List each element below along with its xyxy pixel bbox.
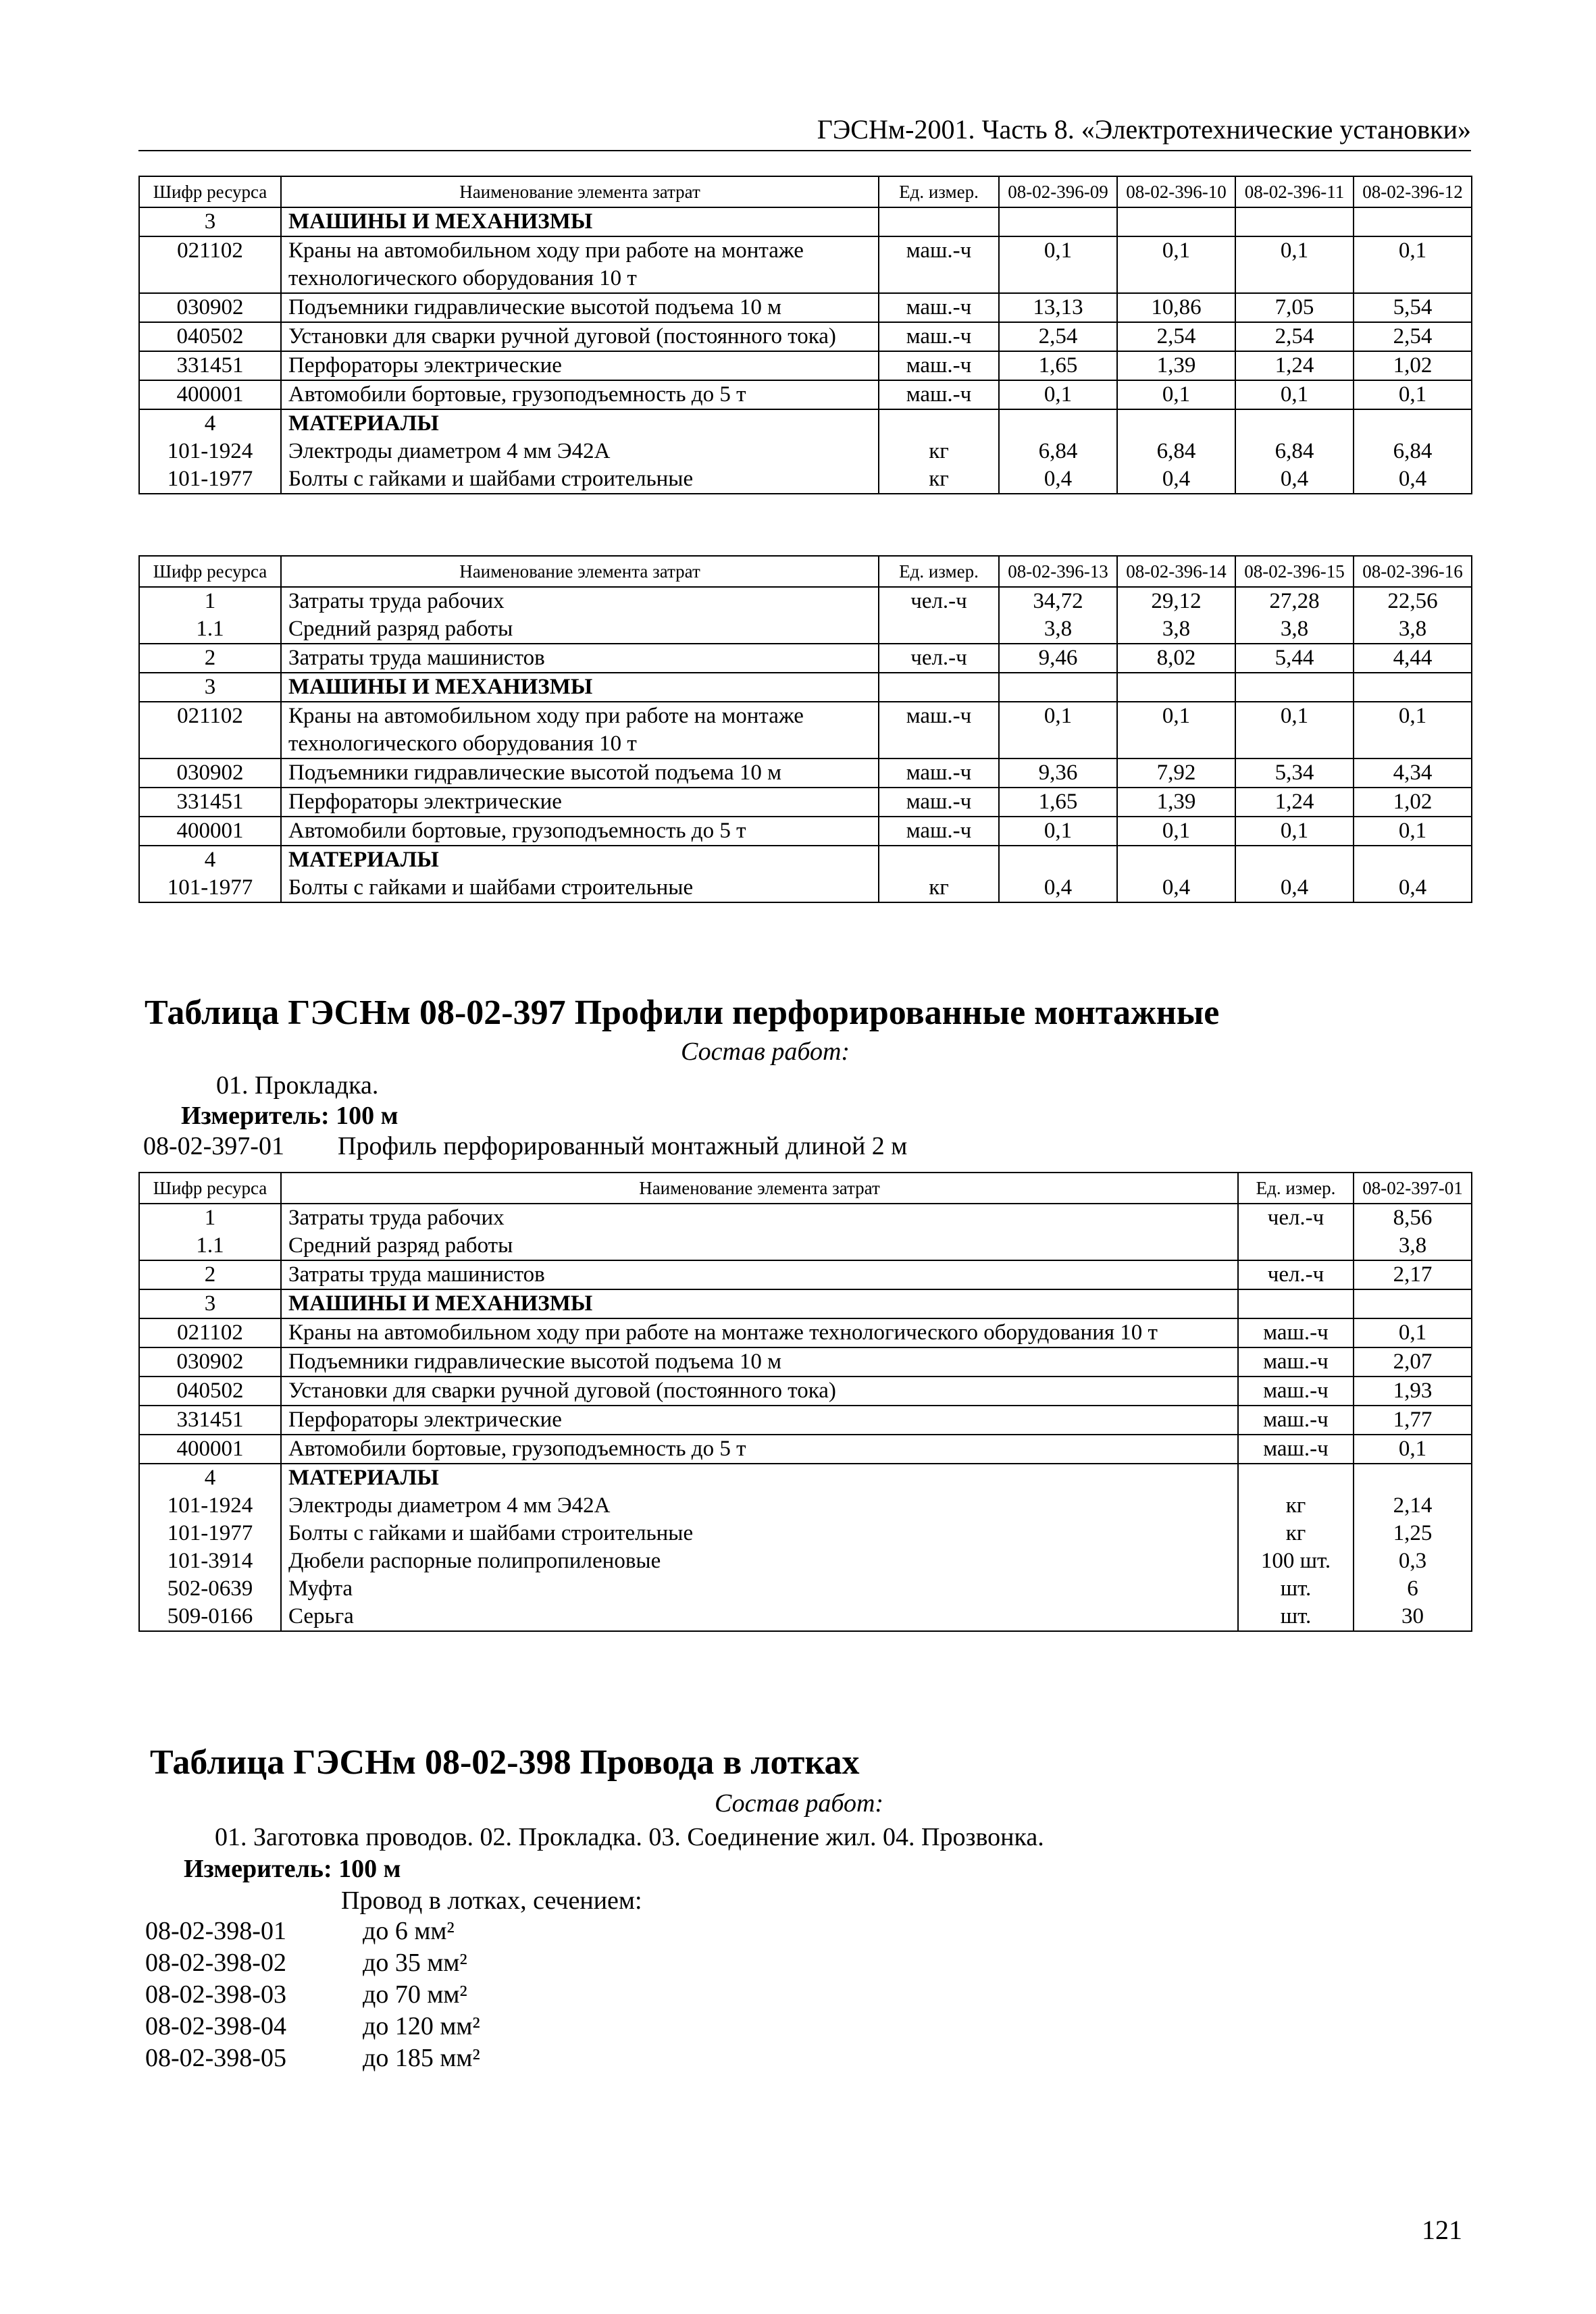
norm-value: 1,02 <box>1354 788 1472 817</box>
table-row <box>139 615 1472 644</box>
norm-value: 5,54 <box>1354 293 1472 322</box>
col-header-norm: 08-02-396-13 <box>999 556 1117 587</box>
resource-code: 101-1977 <box>139 465 281 494</box>
resource-code: 400001 <box>139 1435 281 1464</box>
table-row <box>139 1406 1472 1435</box>
norm-value: 0,1 <box>999 817 1117 846</box>
table-row <box>139 438 1472 465</box>
resource-table-396-13-16 <box>138 555 1472 903</box>
cost-element-name: Электроды диаметром 4 мм Э42А <box>281 438 879 465</box>
resource-code: 030902 <box>139 293 281 322</box>
resource-table-397 <box>138 1172 1472 1632</box>
cost-element-name: Серьга <box>281 1603 1238 1631</box>
norm-value: 9,36 <box>999 759 1117 788</box>
unit: маш.-ч <box>1238 1435 1354 1464</box>
norm-value: 1,24 <box>1235 351 1354 380</box>
norm-value: 0,1 <box>1354 236 1472 293</box>
unit: кг <box>879 874 999 902</box>
norm-value: 2,54 <box>1354 322 1472 351</box>
unit: кг <box>1238 1492 1354 1520</box>
resource-code: 1.1 <box>139 615 281 644</box>
cost-element-name: Перфораторы электрические <box>281 788 879 817</box>
resource-code: 2 <box>139 644 281 673</box>
norm-value: 1,65 <box>999 351 1117 380</box>
unit: маш.-ч <box>879 351 999 380</box>
table-row <box>139 322 1472 351</box>
item-text: до 70 мм² <box>363 1980 467 2009</box>
cost-element-name: Затраты труда рабочих <box>281 587 879 615</box>
col-header-unit: Ед. измер. <box>879 556 999 587</box>
table-row <box>139 644 1472 673</box>
cost-element-name: Подъемники гидравлические высотой подъема 10 м <box>281 293 879 322</box>
norm-value: 6,84 <box>1354 438 1472 465</box>
table-397-meter: Измеритель: 100 м <box>181 1102 398 1130</box>
resource-code: 040502 <box>139 1377 281 1406</box>
norm-value: 7,92 <box>1117 759 1235 788</box>
table-397-item-code: 08-02-397-01 <box>143 1132 284 1160</box>
resource-code: 4 <box>139 409 281 438</box>
norm-value: 10,86 <box>1117 293 1235 322</box>
resource-code: 101-1924 <box>139 1492 281 1520</box>
table-397-title: Таблица ГЭСНм 08-02-397 Профили перфорированные монтажные <box>145 994 1220 1032</box>
col-header-code: Шифр ресурса <box>139 556 281 587</box>
table-row <box>139 673 1472 702</box>
unit <box>1238 1464 1354 1492</box>
unit: маш.-ч <box>879 702 999 759</box>
unit: маш.-ч <box>879 236 999 293</box>
resource-code: 400001 <box>139 380 281 409</box>
resource-code: 030902 <box>139 1347 281 1377</box>
norm-value: 34,72 <box>999 587 1117 615</box>
norm-value: 3,8 <box>1354 615 1472 644</box>
norm-value: 0,4 <box>1354 465 1472 494</box>
table-row <box>139 465 1472 494</box>
table-row <box>139 1492 1472 1520</box>
unit: 100 шт. <box>1238 1547 1354 1575</box>
norm-value: 0,4 <box>1117 874 1235 902</box>
norm-value: 0,1 <box>999 236 1117 293</box>
resource-code: 4 <box>139 846 281 874</box>
resource-code: 1 <box>139 1204 281 1232</box>
cost-element-name: Краны на автомобильном ходу при работе на монтаже технологического оборудования 10 т <box>281 702 879 759</box>
col-header-name: Наименование элемента затрат <box>281 176 879 207</box>
resource-code: 502-0639 <box>139 1575 281 1603</box>
norm-value: 2,17 <box>1354 1260 1472 1289</box>
cost-element-name: Перфораторы электрические <box>281 1406 1238 1435</box>
table-row <box>139 236 1472 293</box>
cost-element-name: МАШИНЫ И МЕХАНИЗМЫ <box>281 207 879 236</box>
table-row <box>139 788 1472 817</box>
table-398-composition-label: Состав работ: <box>715 1789 884 1818</box>
col-header-norm: 08-02-396-10 <box>1117 176 1235 207</box>
cost-element-name: Затраты труда машинистов <box>281 1260 1238 1289</box>
col-header-norm: 08-02-396-11 <box>1235 176 1354 207</box>
cost-element-name: Подъемники гидравлические высотой подъема 10 м <box>281 1347 1238 1377</box>
table-398-subtitle: Провод в лотках, сечением: <box>341 1886 642 1915</box>
resource-code: 3 <box>139 1289 281 1318</box>
item-code: 08-02-398-04 <box>145 2012 286 2040</box>
cost-element-name: Автомобили бортовые, грузоподъемность до 5 т <box>281 817 879 846</box>
resource-code: 3 <box>139 673 281 702</box>
table-row <box>139 1289 1472 1318</box>
unit: шт. <box>1238 1603 1354 1631</box>
norm-value: 6 <box>1354 1575 1472 1603</box>
unit: шт. <box>1238 1575 1354 1603</box>
norm-value <box>999 846 1117 874</box>
cost-element-name: Затраты труда рабочих <box>281 1204 1238 1232</box>
col-header-norm: 08-02-396-16 <box>1354 556 1472 587</box>
norm-value <box>1235 673 1354 702</box>
col-header-code: Шифр ресурса <box>139 1173 281 1204</box>
resource-code: 030902 <box>139 759 281 788</box>
cost-element-name: МАШИНЫ И МЕХАНИЗМЫ <box>281 1289 1238 1318</box>
norm-value: 3,8 <box>1235 615 1354 644</box>
item-code: 08-02-398-03 <box>145 1980 286 2009</box>
unit <box>879 207 999 236</box>
norm-value: 1,02 <box>1354 351 1472 380</box>
norm-value <box>999 207 1117 236</box>
unit: маш.-ч <box>1238 1347 1354 1377</box>
header-rule <box>138 150 1471 151</box>
cost-element-name: Средний разряд работы <box>281 615 879 644</box>
table-row <box>139 1232 1472 1260</box>
table-row <box>139 759 1472 788</box>
col-header-name: Наименование элемента затрат <box>281 556 879 587</box>
table-397-composition-label: Состав работ: <box>681 1037 850 1066</box>
norm-value: 0,1 <box>999 380 1117 409</box>
table-row <box>139 1318 1472 1347</box>
table-row <box>139 1435 1472 1464</box>
table-row <box>139 702 1472 759</box>
table-row <box>139 874 1472 902</box>
norm-value: 1,25 <box>1354 1520 1472 1547</box>
cost-element-name: Болты с гайками и шайбами строительные <box>281 874 879 902</box>
table-row <box>139 1204 1472 1232</box>
cost-element-name: Болты с гайками и шайбами строительные <box>281 1520 1238 1547</box>
table-row <box>139 846 1472 874</box>
table-row <box>139 207 1472 236</box>
norm-value <box>1117 409 1235 438</box>
norm-value: 1,77 <box>1354 1406 1472 1435</box>
unit: маш.-ч <box>1238 1406 1354 1435</box>
col-header-norm: 08-02-396-12 <box>1354 176 1472 207</box>
table-row <box>139 1575 1472 1603</box>
norm-value: 27,28 <box>1235 587 1354 615</box>
norm-value: 29,12 <box>1117 587 1235 615</box>
resource-code: 021102 <box>139 702 281 759</box>
norm-value <box>1354 207 1472 236</box>
norm-value: 3,8 <box>1117 615 1235 644</box>
norm-value: 0,1 <box>1235 236 1354 293</box>
table-row <box>139 1603 1472 1631</box>
norm-value <box>1354 846 1472 874</box>
norm-value: 0,1 <box>1117 236 1235 293</box>
unit: маш.-ч <box>879 817 999 846</box>
norm-value: 0,1 <box>1354 817 1472 846</box>
unit: чел.-ч <box>1238 1204 1354 1232</box>
cost-element-name: Затраты труда машинистов <box>281 644 879 673</box>
unit <box>879 409 999 438</box>
table-row <box>139 293 1472 322</box>
table-row <box>139 409 1472 438</box>
table-header-row <box>139 1173 1472 1204</box>
norm-value: 0,4 <box>1354 874 1472 902</box>
unit <box>1238 1232 1354 1260</box>
norm-value: 8,56 <box>1354 1204 1472 1232</box>
resource-code: 101-3914 <box>139 1547 281 1575</box>
norm-value: 4,44 <box>1354 644 1472 673</box>
norm-value: 0,1 <box>1354 1318 1472 1347</box>
norm-value: 2,54 <box>999 322 1117 351</box>
table-row <box>139 1520 1472 1547</box>
resource-code: 021102 <box>139 1318 281 1347</box>
norm-value: 1,24 <box>1235 788 1354 817</box>
unit: маш.-ч <box>1238 1318 1354 1347</box>
item-text: до 6 мм² <box>363 1917 455 1945</box>
norm-value <box>1354 1289 1472 1318</box>
norm-value <box>1354 409 1472 438</box>
table-row <box>139 351 1472 380</box>
resource-code: 331451 <box>139 788 281 817</box>
page-number: 121 <box>1422 2215 1462 2245</box>
norm-value: 1,93 <box>1354 1377 1472 1406</box>
norm-value: 30 <box>1354 1603 1472 1631</box>
cost-element-name: Болты с гайками и шайбами строительные <box>281 465 879 494</box>
norm-value <box>1354 1464 1472 1492</box>
col-header-code: Шифр ресурса <box>139 176 281 207</box>
resource-code: 3 <box>139 207 281 236</box>
table-header-row <box>139 176 1472 207</box>
unit: маш.-ч <box>879 293 999 322</box>
norm-value: 3,8 <box>1354 1232 1472 1260</box>
norm-value: 0,1 <box>1117 702 1235 759</box>
table-row <box>139 587 1472 615</box>
resource-code: 400001 <box>139 817 281 846</box>
norm-value: 9,46 <box>999 644 1117 673</box>
cost-element-name: МАТЕРИАЛЫ <box>281 409 879 438</box>
norm-value: 0,4 <box>1235 874 1354 902</box>
norm-value: 0,1 <box>1117 817 1235 846</box>
unit: чел.-ч <box>879 644 999 673</box>
resource-code: 040502 <box>139 322 281 351</box>
resource-code: 331451 <box>139 351 281 380</box>
item-code: 08-02-398-05 <box>145 2044 286 2072</box>
norm-value: 6,84 <box>1235 438 1354 465</box>
col-header-unit: Ед. измер. <box>1238 1173 1354 1204</box>
norm-value: 0,4 <box>999 874 1117 902</box>
cost-element-name: Краны на автомобильном ходу при работе на монтаже технологического оборудования 10 т <box>281 236 879 293</box>
resource-code: 101-1924 <box>139 438 281 465</box>
unit: маш.-ч <box>879 759 999 788</box>
unit: кг <box>879 465 999 494</box>
table-header-row <box>139 556 1472 587</box>
unit <box>879 615 999 644</box>
norm-value <box>1235 846 1354 874</box>
resource-table-396-09-12 <box>138 176 1472 494</box>
norm-value: 7,05 <box>1235 293 1354 322</box>
cost-element-name: МАТЕРИАЛЫ <box>281 846 879 874</box>
cost-element-name: Установки для сварки ручной дуговой (постоянного тока) <box>281 1377 1238 1406</box>
norm-value: 2,07 <box>1354 1347 1472 1377</box>
resource-code: 101-1977 <box>139 874 281 902</box>
table-398-title: Таблица ГЭСНм 08-02-398 Провода в лотках <box>150 1743 860 1782</box>
unit: маш.-ч <box>879 380 999 409</box>
cost-element-name: Краны на автомобильном ходу при работе на монтаже технологического оборудования 10 т <box>281 1318 1238 1347</box>
unit: чел.-ч <box>1238 1260 1354 1289</box>
cost-element-name: МАШИНЫ И МЕХАНИЗМЫ <box>281 673 879 702</box>
item-code: 08-02-398-01 <box>145 1917 286 1945</box>
norm-value: 8,02 <box>1117 644 1235 673</box>
norm-value <box>1117 673 1235 702</box>
norm-value <box>1354 673 1472 702</box>
cost-element-name: Установки для сварки ручной дуговой (постоянного тока) <box>281 322 879 351</box>
norm-value: 0,1 <box>1235 817 1354 846</box>
norm-value: 22,56 <box>1354 587 1472 615</box>
resource-code: 2 <box>139 1260 281 1289</box>
norm-value: 13,13 <box>999 293 1117 322</box>
norm-value <box>1235 207 1354 236</box>
unit: маш.-ч <box>879 788 999 817</box>
resource-code: 4 <box>139 1464 281 1492</box>
running-header: ГЭСНм-2001. Часть 8. «Электротехнические установки» <box>817 114 1471 145</box>
norm-value: 2,14 <box>1354 1492 1472 1520</box>
norm-value: 2,54 <box>1117 322 1235 351</box>
unit: чел.-ч <box>879 587 999 615</box>
item-text: до 185 мм² <box>363 2044 480 2072</box>
norm-value: 4,34 <box>1354 759 1472 788</box>
norm-value: 0,1 <box>999 702 1117 759</box>
table-row <box>139 1547 1472 1575</box>
cost-element-name: Перфораторы электрические <box>281 351 879 380</box>
table-row <box>139 817 1472 846</box>
norm-value: 2,54 <box>1235 322 1354 351</box>
norm-value <box>1235 409 1354 438</box>
unit: маш.-ч <box>1238 1377 1354 1406</box>
norm-value: 1,39 <box>1117 351 1235 380</box>
norm-value: 0,4 <box>1117 465 1235 494</box>
norm-value: 1,39 <box>1117 788 1235 817</box>
norm-value: 3,8 <box>999 615 1117 644</box>
norm-value: 0,4 <box>999 465 1117 494</box>
cost-element-name: Электроды диаметром 4 мм Э42А <box>281 1492 1238 1520</box>
unit: кг <box>879 438 999 465</box>
cost-element-name: МАТЕРИАЛЫ <box>281 1464 1238 1492</box>
norm-value: 0,1 <box>1354 380 1472 409</box>
unit <box>879 673 999 702</box>
col-header-name: Наименование элемента затрат <box>281 1173 1238 1204</box>
norm-value: 0,1 <box>1117 380 1235 409</box>
col-header-norm: 08-02-396-14 <box>1117 556 1235 587</box>
item-text: до 35 мм² <box>363 1949 467 1977</box>
norm-value <box>999 673 1117 702</box>
unit: кг <box>1238 1520 1354 1547</box>
norm-value: 0,1 <box>1354 1435 1472 1464</box>
norm-value: 1,65 <box>999 788 1117 817</box>
resource-code: 101-1977 <box>139 1520 281 1547</box>
table-row <box>139 380 1472 409</box>
norm-value: 0,3 <box>1354 1547 1472 1575</box>
table-397-work: 01. Прокладка. <box>216 1071 379 1100</box>
norm-value: 5,44 <box>1235 644 1354 673</box>
table-397-item-name: Профиль перфорированный монтажный длиной 2 м <box>338 1132 908 1160</box>
norm-value: 6,84 <box>1117 438 1235 465</box>
norm-value: 5,34 <box>1235 759 1354 788</box>
table-row <box>139 1260 1472 1289</box>
unit <box>879 846 999 874</box>
cost-element-name: Муфта <box>281 1575 1238 1603</box>
unit <box>1238 1289 1354 1318</box>
table-row <box>139 1464 1472 1492</box>
item-text: до 120 мм² <box>363 2012 480 2040</box>
resource-code: 021102 <box>139 236 281 293</box>
resource-code: 1 <box>139 587 281 615</box>
cost-element-name: Средний разряд работы <box>281 1232 1238 1260</box>
table-398-work: 01. Заготовка проводов. 02. Прокладка. 03. Соединение жил. 04. Прозвонка. <box>215 1823 1044 1851</box>
norm-value: 0,1 <box>1235 702 1354 759</box>
col-header-unit: Ед. измер. <box>879 176 999 207</box>
norm-value: 0,1 <box>1354 702 1472 759</box>
table-row <box>139 1377 1472 1406</box>
cost-element-name: Дюбели распорные полипропиленовые <box>281 1547 1238 1575</box>
resource-code: 1.1 <box>139 1232 281 1260</box>
table-row <box>139 1347 1472 1377</box>
unit: маш.-ч <box>879 322 999 351</box>
cost-element-name: Автомобили бортовые, грузоподъемность до 5 т <box>281 380 879 409</box>
resource-code: 509-0166 <box>139 1603 281 1631</box>
table-398-meter: Измеритель: 100 м <box>184 1855 401 1883</box>
col-header-norm: 08-02-396-15 <box>1235 556 1354 587</box>
norm-value: 0,4 <box>1235 465 1354 494</box>
norm-value: 6,84 <box>999 438 1117 465</box>
resource-code: 331451 <box>139 1406 281 1435</box>
cost-element-name: Подъемники гидравлические высотой подъема 10 м <box>281 759 879 788</box>
norm-value <box>999 409 1117 438</box>
cost-element-name: Автомобили бортовые, грузоподъемность до 5 т <box>281 1435 1238 1464</box>
item-code: 08-02-398-02 <box>145 1949 286 1977</box>
norm-value <box>1117 207 1235 236</box>
col-header-norm: 08-02-396-09 <box>999 176 1117 207</box>
col-header-norm: 08-02-397-01 <box>1354 1173 1472 1204</box>
norm-value <box>1117 846 1235 874</box>
norm-value: 0,1 <box>1235 380 1354 409</box>
